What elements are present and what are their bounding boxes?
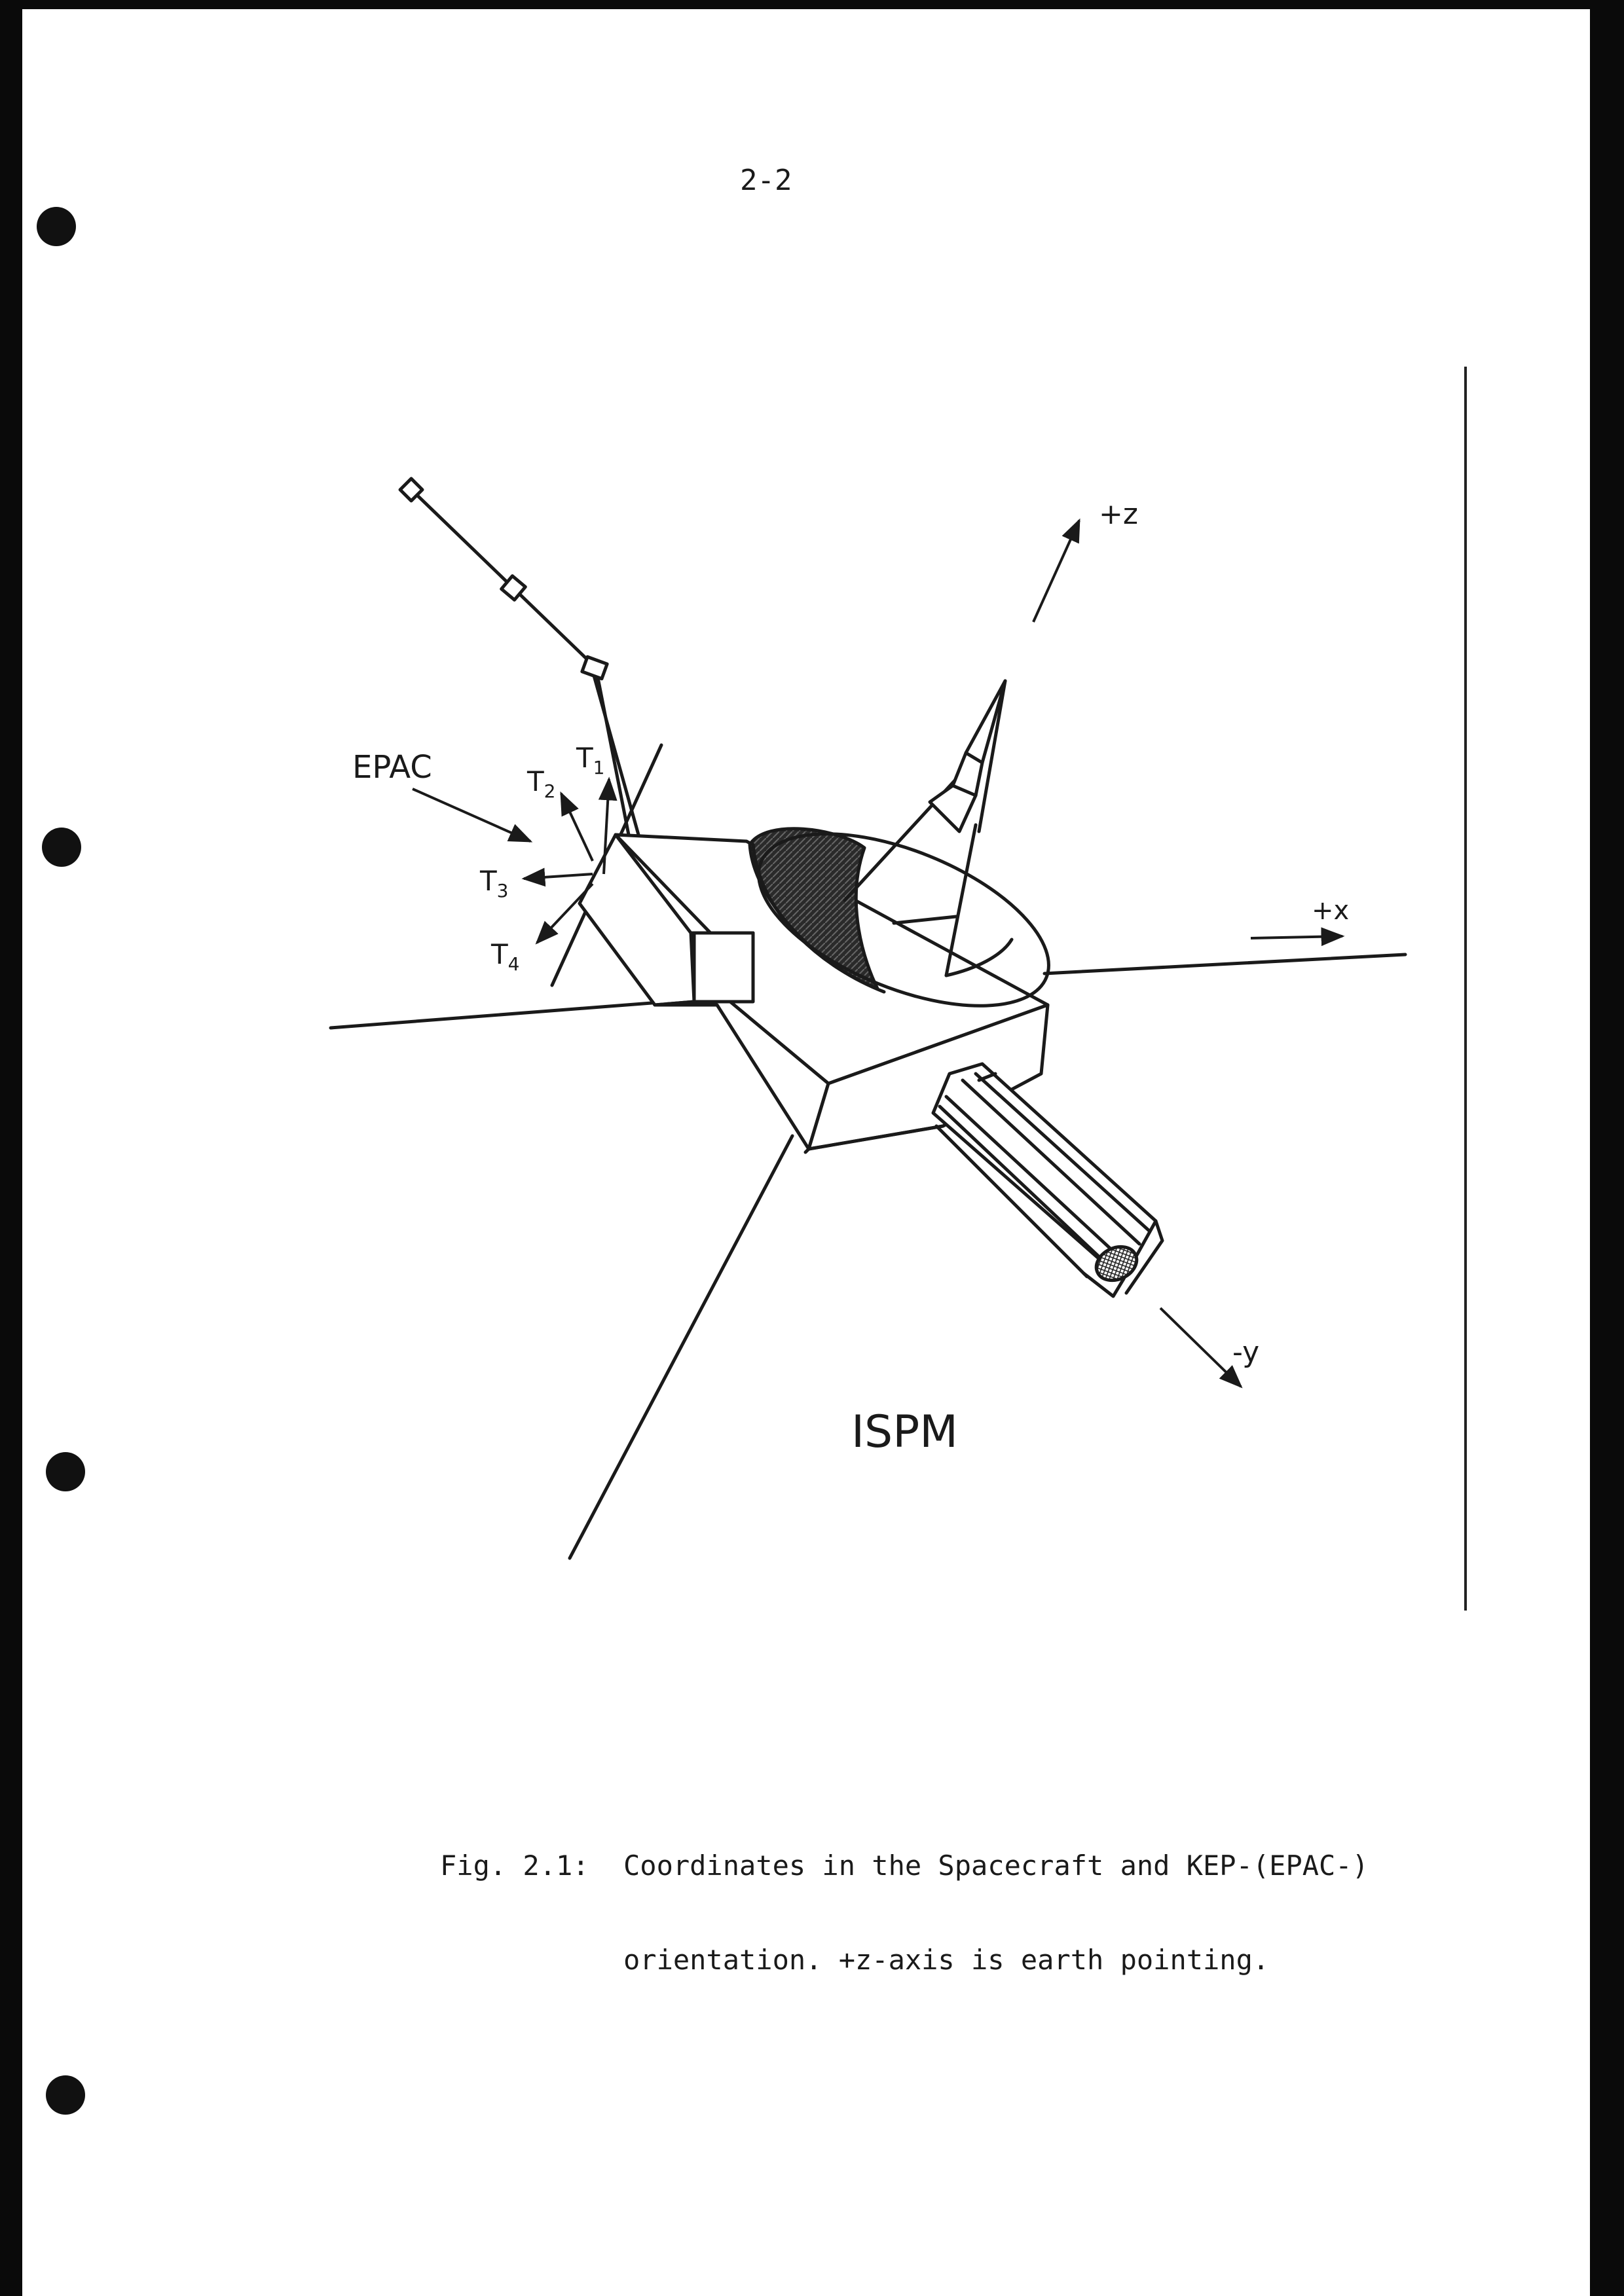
figure-title: ISPM bbox=[851, 1406, 958, 1458]
axis-line-bottom bbox=[570, 1136, 792, 1558]
t1-label: $T_1$ bbox=[576, 742, 605, 778]
t3-label: $T_3$ bbox=[480, 865, 509, 902]
t4-label: $T_4$ bbox=[491, 938, 520, 975]
epac-label: EPAC bbox=[352, 749, 432, 786]
t2-label: $T_2$ bbox=[527, 765, 556, 802]
caption-line-1: Coordinates in the Spacecraft and KEP-(EPAC-) bbox=[623, 1850, 1369, 1882]
y-axis-arrow bbox=[1160, 1308, 1241, 1387]
caption-line-2: orientation. +z-axis is earth pointing. bbox=[623, 1944, 1270, 1976]
axis-x-label: +x bbox=[1312, 896, 1350, 926]
epac-pointer-arrow bbox=[413, 789, 530, 841]
z-axis-arrow bbox=[1033, 520, 1079, 622]
t3-arrow bbox=[524, 874, 593, 879]
axis-y-label: -y bbox=[1232, 1336, 1260, 1369]
figure-caption bbox=[440, 1787, 1369, 2007]
axis-z-label: +z bbox=[1099, 498, 1138, 531]
axis-line-left bbox=[331, 1003, 652, 1028]
x-axis-arrow bbox=[1251, 936, 1342, 938]
t2-arrow bbox=[561, 793, 593, 861]
axis-line-right bbox=[1044, 955, 1405, 974]
caption-label: Fig. 2.1: bbox=[440, 1850, 589, 1882]
boom-sensor bbox=[582, 657, 607, 678]
page-number: 2-2 bbox=[740, 164, 792, 197]
